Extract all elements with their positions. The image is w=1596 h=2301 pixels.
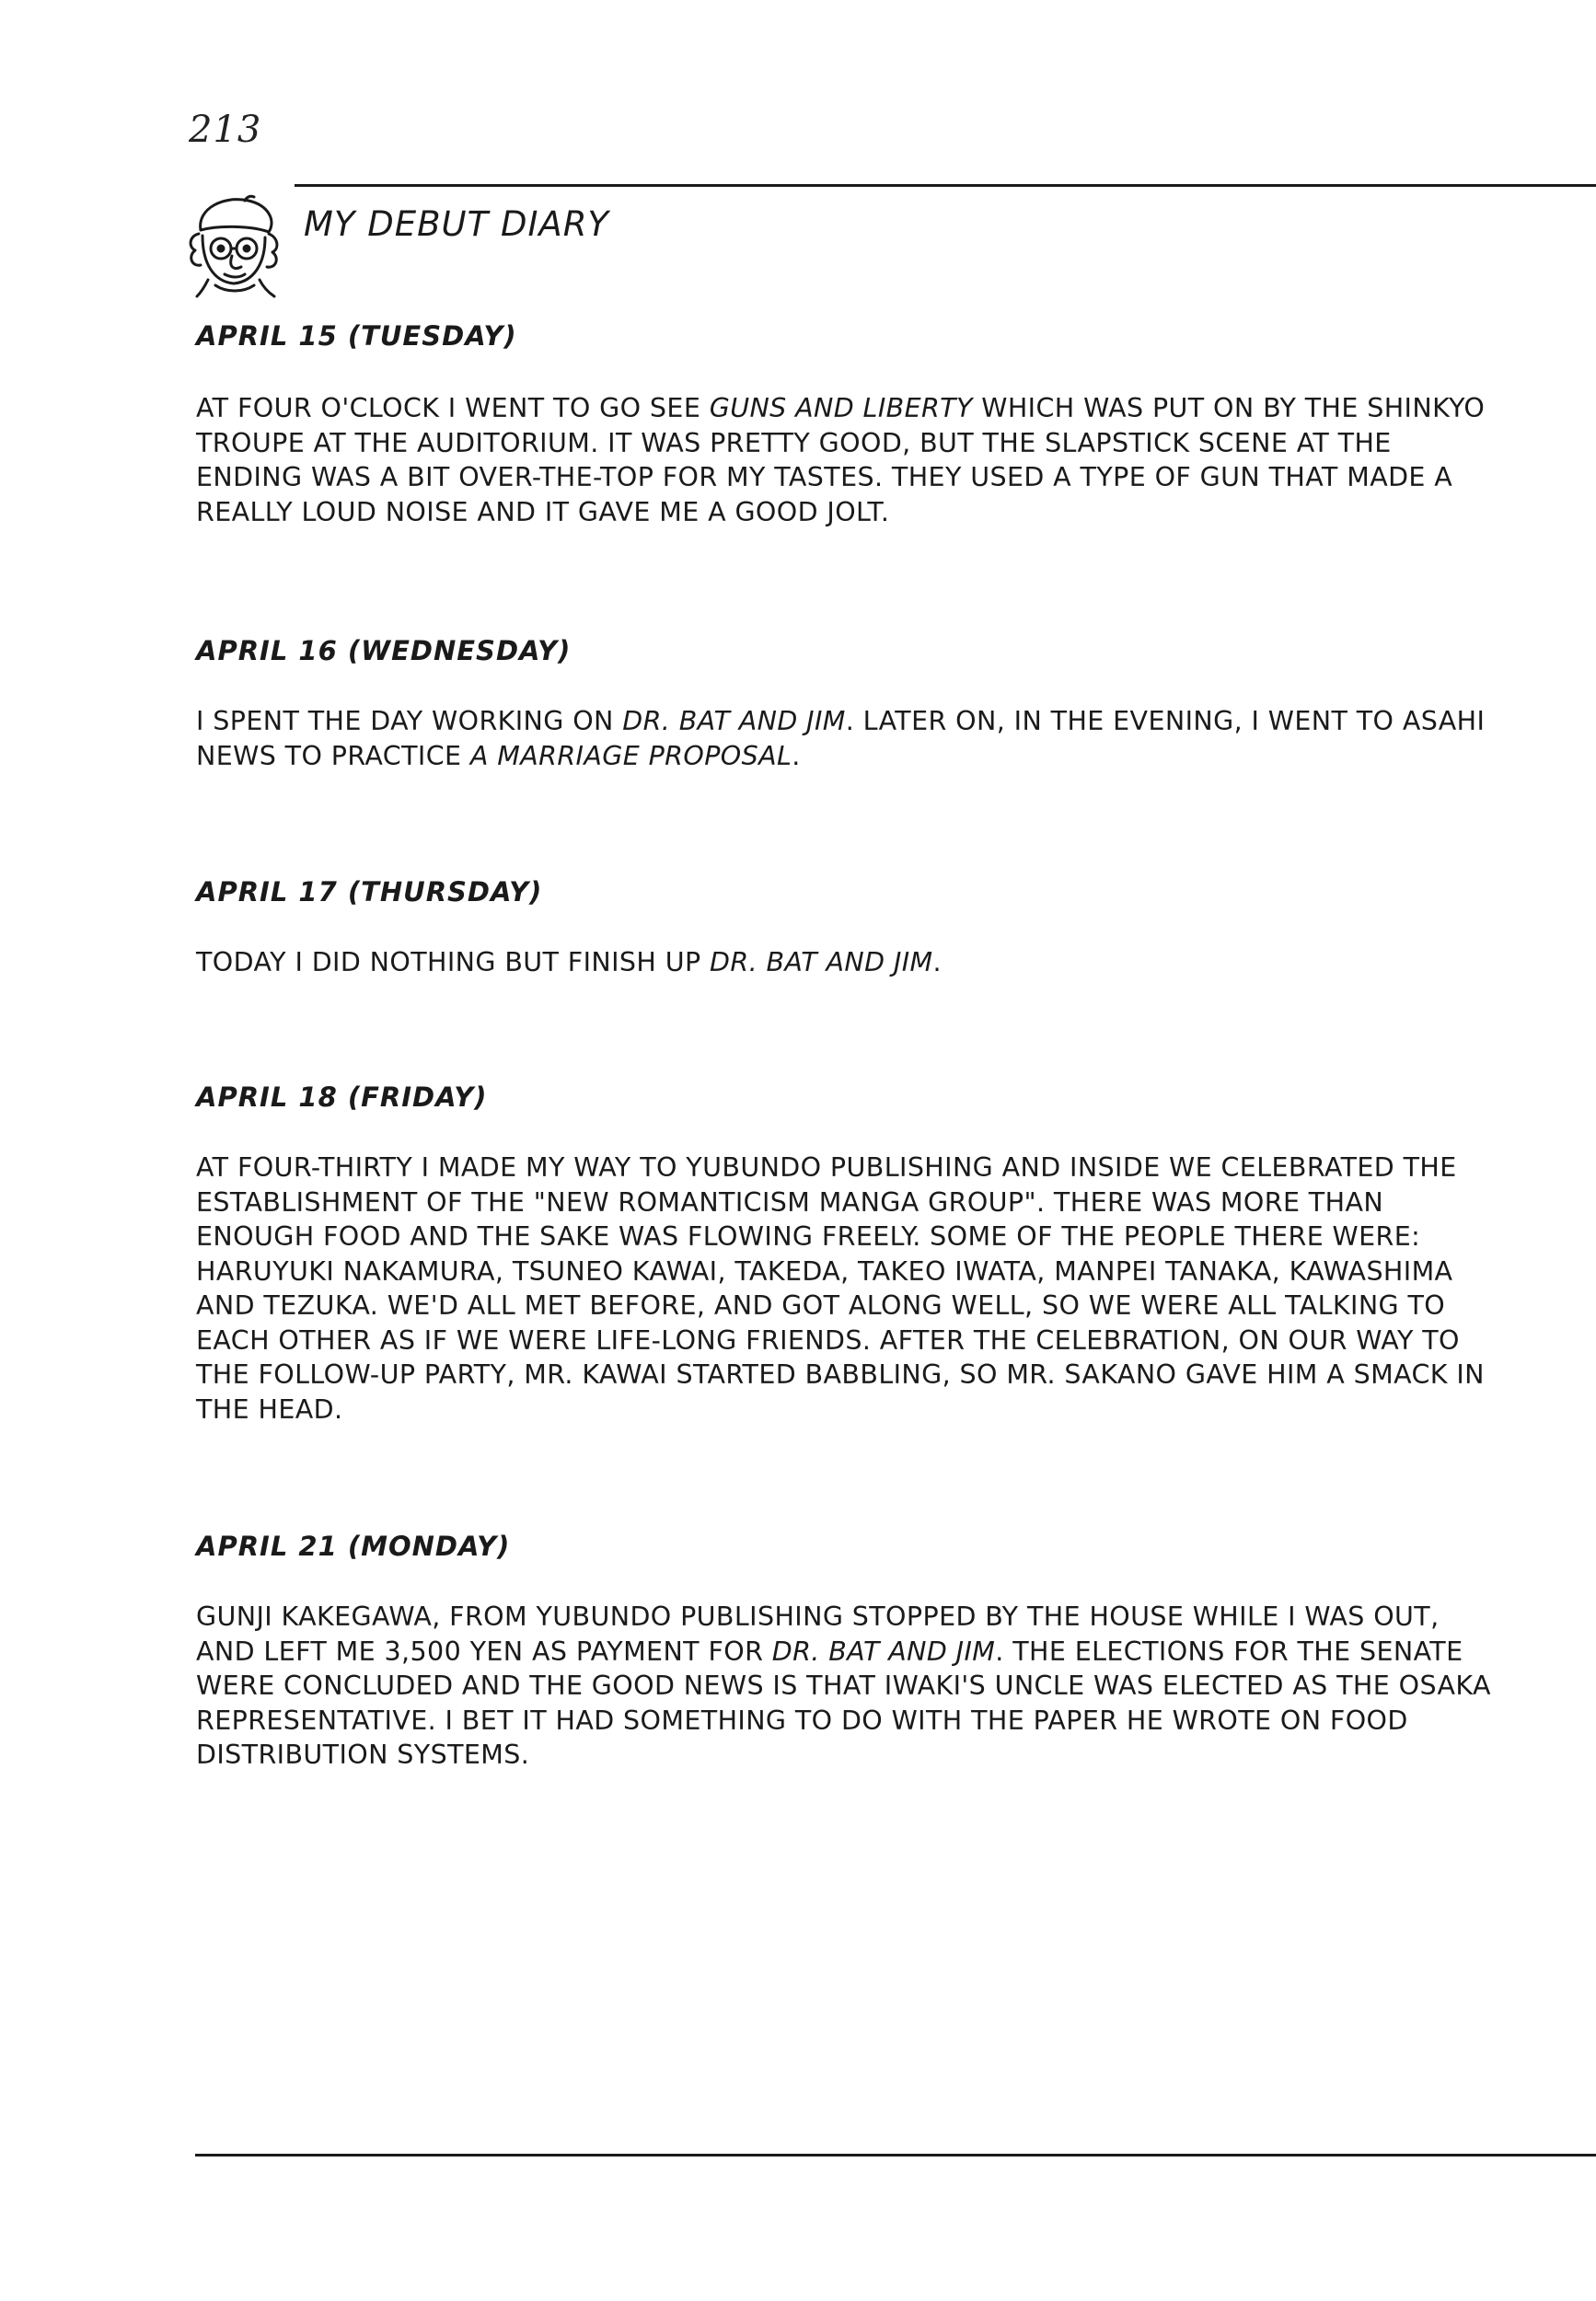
entry-body bbox=[196, 1600, 1503, 1773]
entry-text: AT FOUR O'CLOCK I WENT TO GO SEE bbox=[196, 393, 710, 423]
work-title: GUNS AND LIBERTY bbox=[709, 393, 973, 423]
entry-text: TODAY I DID NOTHING BUT FINISH UP bbox=[196, 947, 711, 977]
header-rule bbox=[295, 184, 1596, 187]
entry-text: I SPENT THE DAY WORKING ON bbox=[196, 706, 623, 736]
entry-date: APRIL 17 (THURSDAY) bbox=[196, 876, 543, 908]
author-self-portrait-icon-graphic bbox=[180, 190, 291, 300]
entry-body bbox=[196, 704, 1503, 773]
entry-body bbox=[196, 1150, 1503, 1427]
work-title: DR. BAT AND JIM bbox=[622, 706, 846, 736]
entry-text: . bbox=[932, 947, 943, 977]
entry-text: GUNJI KAKEGAWA, FROM YUBUNDO PUBLISHING STOPPED BY THE HOUSE WHILE I WAS OUT, AND LEFT ME 3,500 YEN AS PAYMENT FOR bbox=[196, 1601, 1440, 1667]
entry-text: . bbox=[792, 740, 801, 771]
entry-date: APRIL 15 (TUESDAY) bbox=[196, 320, 517, 352]
entry-text: . LATER ON, IN THE EVENING, I WENT TO ASAHI NEWS TO PRACTICE bbox=[196, 706, 1486, 771]
entry-date: APRIL 16 (WEDNESDAY) bbox=[196, 635, 572, 666]
footer-rule bbox=[195, 2154, 1596, 2156]
author-self-portrait-icon bbox=[180, 190, 291, 300]
entry-date: APRIL 21 (MONDAY) bbox=[196, 1531, 511, 1562]
entry-date: APRIL 18 (FRIDAY) bbox=[196, 1081, 488, 1113]
entry-text: AT FOUR-THIRTY I MADE MY WAY TO YUBUNDO PUBLISHING AND INSIDE WE CELEBRATED THE ESTABLISHMENT OF THE "NEW ROMANTICISM MANGA GROUP". THERE WAS MORE THAN ENOUGH FOOD AND THE SAKE WAS FLOWING FREELY. SOME OF THE PEOPLE THERE WERE: HARUYUKI NAKAMURA, TSUNEO KAWAI, TAKEDA, TAKEO IWATA, MANPEI TANAKA, KAWASHIMA AND TEZUKA. WE'D ALL MET BEFORE, AND GOT ALONG WELL, SO WE WERE ALL TALKING TO EACH OTHER AS IF WE WERE LIFE-LONG FRIENDS. AFTER THE CELEBRATION, ON OUR WAY TO THE FOLLOW-UP PARTY, MR. KAWAI STARTED BABBLING, SO MR. SAKANO GAVE HIM A SMACK IN THE HEAD. bbox=[196, 1152, 1485, 1425]
diary-title: MY DEBUT DIARY bbox=[304, 204, 610, 244]
entry-body bbox=[196, 391, 1503, 529]
work-title: DR. BAT AND JIM bbox=[710, 947, 933, 977]
work-title: A MARRIAGE PROPOSAL bbox=[469, 740, 792, 771]
work-title: DR. BAT AND JIM bbox=[771, 1636, 996, 1667]
entry-body bbox=[196, 945, 1503, 980]
entry-text: . THE ELECTIONS FOR THE SENATE WERE CONCLUDED AND THE GOOD NEWS IS THAT IWAKI'S UNCLE WAS ELECTED AS THE OSAKA REPRESENTATIVE. I BET IT HAD SOMETHING TO DO WITH THE PAPER HE WROTE ON FOOD DISTRIBUTION SYSTEMS. bbox=[196, 1636, 1491, 1770]
page-number: 213 bbox=[189, 109, 262, 151]
entry-text: WHICH WAS PUT ON BY THE SHINKYO TROUPE AT THE AUDITORIUM. IT WAS PRETTY GOOD, BUT THE SLAPSTICK SCENE AT THE ENDING WAS A BIT OVER-THE-TOP FOR MY TASTES. THEY USED A TYPE OF GUN THAT MADE A REALLY LOUD NOISE AND IT GAVE ME A GOOD JOLT. bbox=[196, 393, 1486, 527]
